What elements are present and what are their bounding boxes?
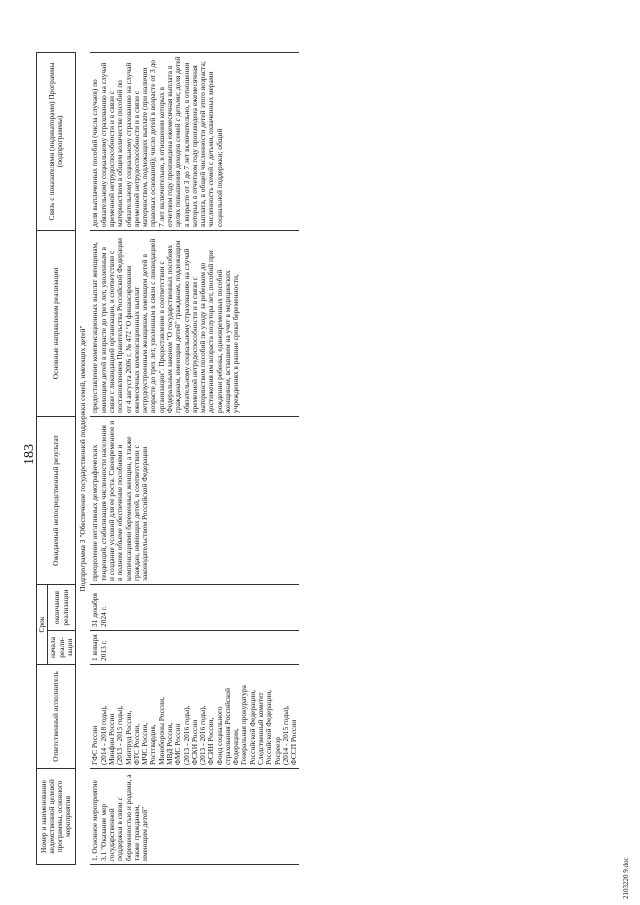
header-executor: Ответственный исполнитель bbox=[37, 665, 76, 769]
measure-cell bbox=[90, 769, 299, 865]
header-directions: Основные направления реализации bbox=[37, 230, 76, 416]
start-cell: 1 января 2013 г. bbox=[90, 631, 299, 665]
document-id: 2103220 9.doc bbox=[622, 857, 630, 899]
header-end: окончания реализации bbox=[48, 584, 76, 630]
expected-cell: преодоление негативных демографических тенденций, стабилизация численности населения и создание условий для ее роста. Своевременное и в полном объеме обеспечение пособиями и компенсациями беременных женщин, а также граждан, имеющих детей, в соответствии с законодательством Российской Федерации bbox=[90, 416, 299, 584]
executor-cell: ГФС России (2014 - 2018 годы), Минфин России (2013 - 2015 годы), Минтруд России, ФТС России, МЧС России, Ростгвардия, Минобороны России, МВД России, ФМС России (2013 - 2016 годы), ФСКН России (2013 - 2016 годы), ФСИН России, Фонд социального страхования Российской Федерации, Генеральная прокуратура Российской Федерации, Следственный комитет Российской Федерации, Росреезр (2014 - 2015 годы), ФССП России bbox=[90, 665, 299, 769]
subprogram-title: Подпрограмма 3 "Обеспечение государственной поддержки семей, имеющих детей" bbox=[78, 325, 88, 592]
program-table bbox=[36, 52, 299, 865]
header-term: Срок bbox=[37, 584, 48, 664]
header-start: начала реали-зации bbox=[48, 631, 76, 665]
header-link-indicators: Связь с показателями (индикаторами) Программы (подпрограммы) bbox=[37, 52, 76, 230]
row-number: 1. bbox=[90, 855, 100, 861]
page-number: 183 bbox=[22, 444, 37, 465]
directions-cell: предоставление компенсационных выплат женщинам, имеющим детей в возрасте до трех лет, уволенным в связи с ликвидацией организации, в соответствии с постановлением Правительства Российской Федерации от 4 августа 2006 г. № 472 "О финансировании ежемесячных компенсационных выплат нетрудоустроенным женщинам, имеющим детей в возрасте до трех лет, уволенным в связи с ликвидацией организации". Предоставление в соответствии с Федеральным законом "О государственных пособиях гражданам, имеющим детей" гражданам, подлежащим обязательному социальному страхованию на случай временной нетрудоспособности и в связи с материнством пособий по уходу за ребенком до достижения им возраста полутора лет, пособий при рождении ребенка, единовременных пособий женщинам, вставшим на учет в медицинских учреждениях в ранние сроки беременности, bbox=[90, 230, 299, 416]
measure-name: Основное мероприятие 3.1 "Оказание мер государственной поддержки в связи с беременностью и родами, а также гражданам, имеющим детей" bbox=[90, 774, 150, 861]
table-row bbox=[90, 52, 299, 864]
header-expected-result: Ожидаемый непосредственный результат bbox=[37, 416, 76, 584]
link-cell: доля выплаченных пособий (числа случаев) по обязательному социальному страхованию на случай временной нетрудоспособности и в связи с материнством в общем количестве пособий по обязательному социальному страхованию на случай временной нетрудоспособности и в связи с материнством, подлежащих выплате (при наличии правовых оснований); число детей в возрасте от 3 до 7 лет включительно, в отношении которых в отчетном году произведена ежемесячная выплата в целях повышения доходов семей с детьми; доля детей в возрасте от 3 до 7 лет включительно, в отношении которых в отчетном году произведена ежемесячная выплата, в общей численности детей этого возраста; численность семей с детьми, охваченных мерами социальной поддержки; общий bbox=[90, 52, 299, 230]
end-cell: 31 декабря 2024 г. bbox=[90, 584, 299, 630]
header-number-name: Номер и наименование ведомственной целевой программы, основного мероприятия bbox=[37, 769, 76, 865]
